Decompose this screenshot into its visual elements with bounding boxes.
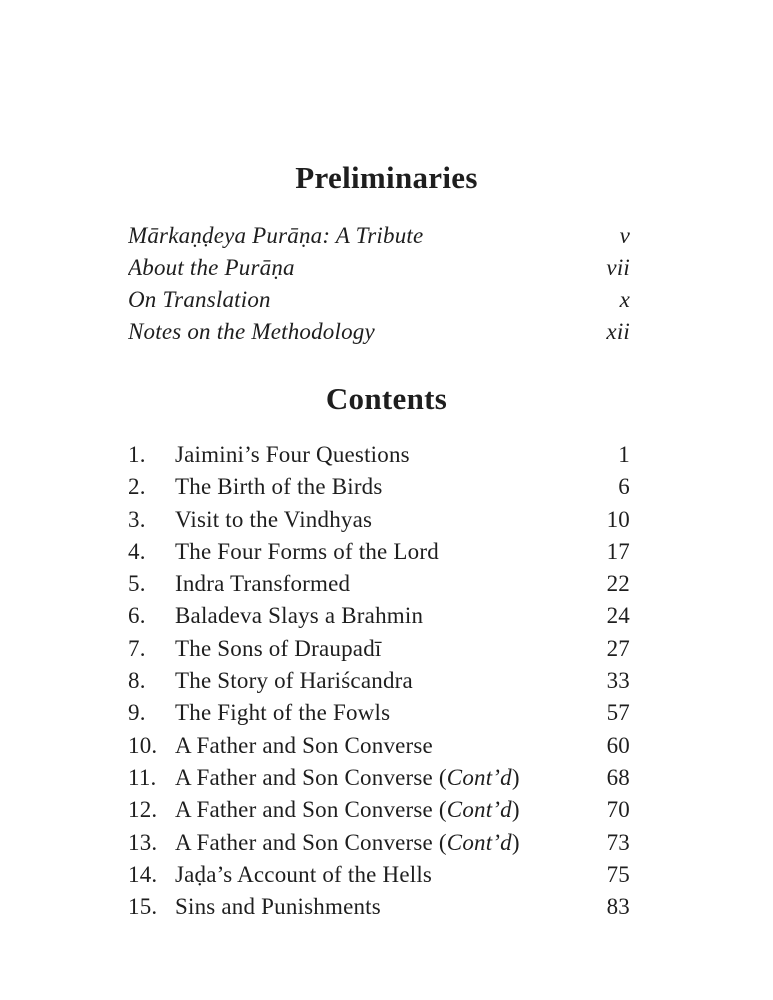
entry-page-number: 68 [606,764,630,790]
contents-entry [128,762,630,794]
entry-page-number: 22 [606,571,630,597]
entry-number: 13. [128,829,158,855]
contents-entry [128,827,630,859]
entry-page-number: x [619,287,630,312]
entry-number: 5. [128,571,146,597]
entry-page-number: vii [606,255,630,280]
preliminaries-entry [128,252,630,284]
entry-number: 7. [128,635,146,661]
entry-title: Mārkaṇḍeya Purāṇa: A Tribute [128,223,424,248]
contents-entry [128,504,630,536]
contents-entry [128,536,630,568]
entry-page-number: 27 [606,635,630,661]
entry-title: The Fight of the Fowls [175,700,391,726]
entry-title: A Father and Son Converse (Cont’d) [175,764,520,790]
entry-title: Notes on the Methodology [128,319,375,344]
entry-title: Jaimini’s Four Questions [175,442,410,467]
entry-number: 10. [128,732,158,758]
entry-page-number: 6 [618,474,630,500]
entry-title: A Father and Son Converse [175,732,433,758]
entry-number: 3. [128,506,146,532]
entry-page-number: v [619,223,630,248]
entry-page-number: 57 [606,700,630,726]
contents-entry [128,633,630,665]
contents-entry [128,665,630,697]
entry-title-continued: Cont’d [446,829,512,855]
entry-title: Jaḍa’s Account of the Hells [175,861,433,887]
preliminaries-heading: Preliminaries [295,160,478,195]
entry-title: The Birth of the Birds [175,474,383,500]
entry-title: Visit to the Vindhyas [175,506,373,532]
preliminaries-entry [128,284,630,316]
entry-title: Indra Transformed [175,571,351,597]
entry-number: 1. [128,442,146,467]
entry-page-number: 60 [606,732,630,758]
entry-page-number: 73 [606,829,630,855]
entry-title-continued: Cont’d [446,764,512,790]
entry-number: 11. [128,764,157,790]
entry-number: 8. [128,668,146,694]
entry-page-number: 24 [606,603,630,629]
contents-entry [128,600,630,632]
entry-page-number: 75 [606,861,630,887]
contents-entry [128,730,630,762]
contents-entry [128,568,630,600]
entry-page-number: 17 [606,538,630,564]
contents-entry [128,439,630,471]
entry-page-number: 1 [618,442,630,467]
contents-list [128,439,630,923]
entry-title: Baladeva Slays a Brahmin [175,603,424,629]
entry-number: 15. [128,894,158,920]
contents-entry [128,697,630,729]
preliminaries-entry [128,316,630,348]
contents-entry [128,891,630,923]
entry-page-number: xii [606,319,630,344]
entry-page-number: 10 [606,506,630,532]
entry-number: 9. [128,700,146,726]
entry-title: A Father and Son Converse (Cont’d) [175,829,520,855]
entry-title: Sins and Punishments [175,894,381,920]
entry-page-number: 83 [606,894,630,920]
entry-title-continued: Cont’d [446,797,512,823]
entry-title: About the Purāṇa [128,255,295,280]
entry-title: The Story of Hariścandra [175,668,413,694]
contents-entry [128,471,630,503]
preliminaries-list [128,220,630,348]
entry-page-number: 33 [606,668,630,694]
entry-title: The Sons of Draupadī [175,635,382,661]
entry-title: The Four Forms of the Lord [175,538,439,564]
entry-number: 4. [128,538,146,564]
entry-number: 2. [128,474,146,500]
entry-number: 12. [128,797,158,823]
contents-entry [128,794,630,826]
entry-title: A Father and Son Converse (Cont’d) [175,797,520,823]
entry-page-number: 70 [606,797,630,823]
contents-heading: Contents [325,381,448,416]
contents-entry [128,859,630,891]
preliminaries-entry [128,220,630,252]
entry-title: On Translation [128,287,271,312]
entry-number: 6. [128,603,146,629]
entry-number: 14. [128,861,158,887]
